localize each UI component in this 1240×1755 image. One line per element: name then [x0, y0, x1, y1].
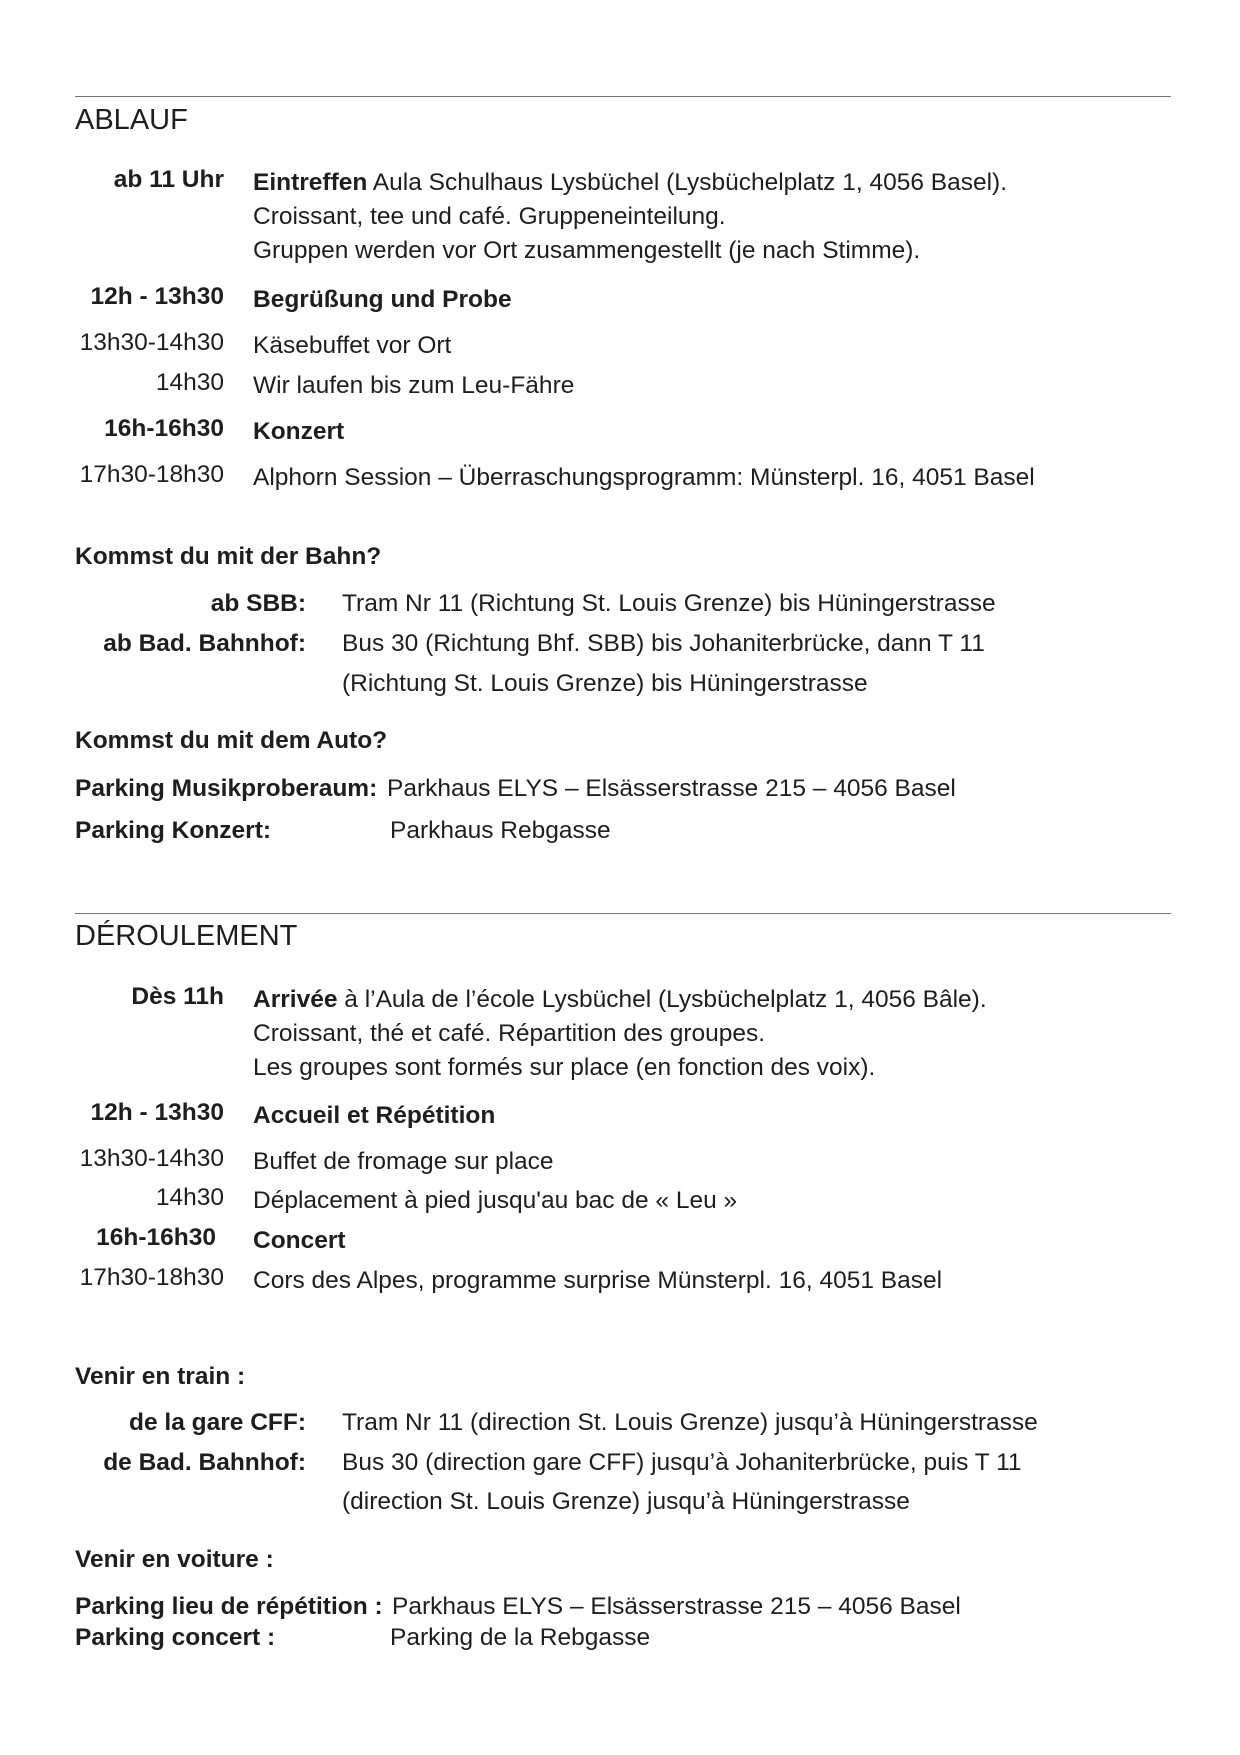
train-origin: ab SBB: — [210, 590, 306, 617]
schedule-time: 14h30 — [155, 369, 224, 396]
train-route-line: (Richtung St. Louis Grenze) bis Hüningerstrasse — [342, 670, 868, 697]
schedule-title: Konzert — [253, 418, 345, 445]
parking-label: Parking Konzert: — [75, 817, 272, 844]
parking-location: Parkhaus ELYS – Elsässerstrasse 215 – 4056 Basel — [392, 1593, 961, 1620]
section-divider-ablauf — [75, 96, 1171, 97]
schedule-text: à l’Aula de l’école Lysbüchel (Lysbüchelplatz 1, 4056 Bâle). — [337, 986, 987, 1013]
schedule-time: 12h - 13h30 — [90, 283, 224, 310]
train-route — [342, 1448, 1022, 1517]
schedule-title: Accueil et Répétition — [253, 1102, 496, 1129]
schedule-time: ab 11 Uhr — [113, 166, 224, 193]
schedule-time: Dès 11h — [131, 983, 224, 1010]
schedule-description — [253, 983, 987, 1085]
schedule-time: 16h-16h30 — [96, 1224, 216, 1251]
schedule-text: Buffet de fromage sur place — [253, 1148, 554, 1175]
parking-location: Parkhaus ELYS – Elsässerstrasse 215 – 4056 Basel — [387, 775, 956, 802]
schedule-title: Concert — [253, 1227, 346, 1254]
schedule-time: 12h - 13h30 — [90, 1099, 224, 1126]
schedule-text: Aula Schulhaus Lysbüchel (Lysbüchelplatz 1, 4056 Basel). — [367, 169, 1008, 196]
schedule-text: Cors des Alpes, programme surprise Münsterpl. 16, 4051 Basel — [253, 1267, 943, 1294]
car-heading-de: Kommst du mit dem Auto? — [75, 727, 388, 754]
train-route: Tram Nr 11 (Richtung St. Louis Grenze) bis Hüningerstrasse — [342, 590, 996, 617]
section-divider-deroulement — [75, 913, 1171, 914]
schedule-line: Gruppen werden vor Ort zusammengestellt (je nach Stimme). — [253, 237, 921, 264]
schedule-title: Arrivée — [253, 986, 338, 1013]
parking-location: Parking de la Rebgasse — [390, 1624, 651, 1651]
schedule-title: Begrüßung und Probe — [253, 286, 512, 313]
parking-location: Parkhaus Rebgasse — [390, 817, 611, 844]
schedule-description — [253, 166, 1007, 268]
schedule-time: 17h30-18h30 — [79, 461, 224, 488]
train-heading-de: Kommst du mit der Bahn? — [75, 543, 382, 570]
train-heading-fr: Venir en train : — [75, 1363, 246, 1390]
schedule-line: Croissant, tee und café. Gruppeneinteilung. — [253, 203, 726, 230]
train-route — [342, 629, 985, 699]
schedule-time: 14h30 — [155, 1184, 224, 1211]
schedule-line: Croissant, thé et café. Répartition des groupes. — [253, 1020, 766, 1047]
train-route-line: (direction St. Louis Grenze) jusqu’à Hüningerstrasse — [342, 1488, 910, 1515]
schedule-time: 13h30-14h30 — [79, 1145, 224, 1172]
parking-label: Parking lieu de répétition : — [75, 1593, 383, 1620]
train-route-line: Bus 30 (direction gare CFF) jusqu’à Johaniterbrücke, puis T 11 — [342, 1449, 1022, 1476]
schedule-text: Wir laufen bis zum Leu-Fähre — [253, 372, 575, 399]
schedule-text: Alphorn Session – Überraschungsprogramm: Münsterpl. 16, 4051 Basel — [253, 464, 1035, 491]
train-origin: de Bad. Bahnhof: — [103, 1449, 306, 1476]
schedule-line — [253, 983, 987, 1017]
parking-label: Parking concert : — [75, 1624, 276, 1651]
schedule-time: 13h30-14h30 — [79, 329, 224, 356]
section-heading-ablauf: ABLAUF — [75, 104, 188, 136]
parking-label: Parking Musikproberaum: — [75, 775, 378, 802]
schedule-text: Déplacement à pied jusqu'au bac de « Leu » — [253, 1187, 738, 1214]
train-route-line: Bus 30 (Richtung Bhf. SBB) bis Johaniterbrücke, dann T 11 — [342, 630, 985, 657]
schedule-time: 17h30-18h30 — [79, 1264, 224, 1291]
train-route: Tram Nr 11 (direction St. Louis Grenze) jusqu’à Hüningerstrasse — [342, 1409, 1038, 1436]
car-heading-fr: Venir en voiture : — [75, 1546, 274, 1573]
section-heading-deroulement: DÉROULEMENT — [75, 920, 298, 952]
schedule-title: Eintreffen — [253, 169, 368, 196]
schedule-text: Käsebuffet vor Ort — [253, 332, 452, 359]
train-origin: de la gare CFF: — [129, 1409, 306, 1436]
train-origin: ab Bad. Bahnhof: — [103, 630, 306, 657]
schedule-time: 16h-16h30 — [104, 415, 224, 442]
schedule-line: Les groupes sont formés sur place (en fonction des voix). — [253, 1054, 876, 1081]
schedule-line — [253, 166, 1007, 200]
